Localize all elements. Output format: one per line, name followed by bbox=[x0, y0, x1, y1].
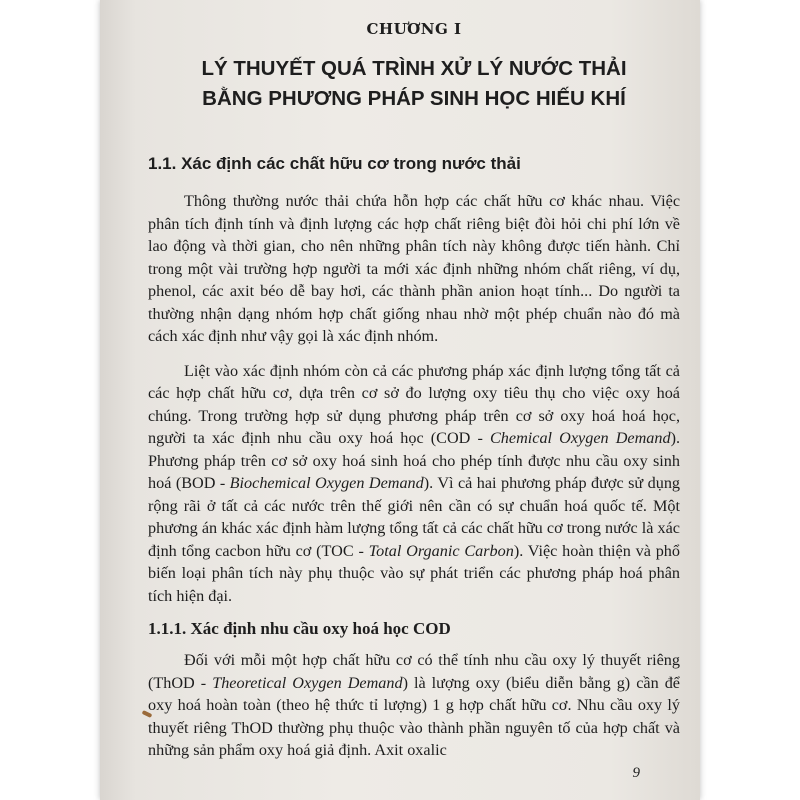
paragraph-3-italic-1: Theoretical Oxygen Demand bbox=[212, 673, 403, 692]
paragraph-2-italic-2: Biochemical Oxygen Demand bbox=[229, 474, 424, 492]
paragraph-3 bbox=[148, 649, 680, 762]
section-heading-1-1: 1.1. Xác định các chất hữu cơ trong nước thải bbox=[148, 154, 521, 173]
section-heading-1-1-1: 1.1.1. Xác định nhu cầu oxy hoá học COD bbox=[148, 619, 451, 638]
page-number: 9 bbox=[632, 765, 640, 781]
paragraph-2-text-2: ). Phương pháp trên cơ sở oxy hoá sinh hoá cho phép tính được nhu cầu oxy sinh hoá (BOD - bbox=[148, 429, 680, 492]
book-page bbox=[100, 0, 700, 800]
paragraph-3-text-1: Đối với mỗi một hợp chất hữu cơ có thể tính nhu cầu oxy lý thuyết riêng (ThOD - bbox=[148, 651, 680, 692]
paragraph-2-text-3: ). Vì cả hai phương pháp được sử dụng rộng rãi ở tất cả các nước trên thế giới nên cần có sự chuẩn hoá quốc tế. Một phương án khác xác định hàm lượng tổng tất cả các chất hữu cơ trong nước là xác định tổng cacbon hữu cơ (TOC - bbox=[148, 474, 681, 560]
chapter-title-line-2: BẰNG PHƯƠNG PHÁP SINH HỌC HIẾU KHÍ bbox=[202, 87, 626, 110]
page-content bbox=[148, 20, 680, 774]
paragraph-2 bbox=[148, 360, 680, 608]
paragraph-3-text-2: ) là lượng oxy (biểu diễn bằng g) cần để oxy hoá hoàn toàn (theo hệ thức tỉ lượng) 1 g hợp chất hữu cơ. Nhu cầu oxy lý thuyết riêng ThOD thường phụ thuộc vào thành phần nguyên tố của hợp chất và những sản phẩm oxy hoá giả định. Axit oxalic bbox=[148, 673, 680, 759]
paragraph-2-italic-3: Total Organic Carbon bbox=[368, 541, 514, 560]
chapter-label: CHƯƠNG I bbox=[366, 20, 462, 38]
chapter-title-line-1: LÝ THUYẾT QUÁ TRÌNH XỬ LÝ NƯỚC THẢI bbox=[201, 57, 627, 80]
paragraph-2-text-4: ). Việc hoàn thiện và phổ biến loại phân tích này phụ thuộc vào sự phát triển các phương pháp hoá phân tích hiện đại. bbox=[148, 541, 680, 605]
paragraph-2-italic-1: Chemical Oxygen Demand bbox=[490, 429, 671, 447]
paragraph-1: Thông thường nước thải chứa hỗn hợp các chất hữu cơ khác nhau. Việc phân tích định tính và định lượng các hợp chất riêng biệt đòi hỏi chi phí lớn về lao động và thời gian, cho nên những phân tích này không được tiến hành. Chỉ trong một vài trường hợp người ta mới xác định những nhóm chất riêng, ví dụ, phenol, các axit béo dễ bay hơi, các thành phần anion hoạt tính... Do người ta thường nhận dạng nhóm hợp chất giống nhau nhờ một phép chuẩn nào đó mà cách xác định như vậy gọi là xác định nhóm. bbox=[148, 192, 680, 345]
paragraph-2-text-1: Liệt vào xác định nhóm còn cả các phương pháp xác định lượng tổng tất cả các hợp chất hữu cơ, dựa trên cơ sở đo lượng oxy tiêu thụ cho việc oxy hoá chúng. Trong trường hợp sử dụng phương pháp trên cơ sở oxy hoá hoá học, người ta xác định nhu cầu oxy hoá học (COD - bbox=[148, 361, 680, 447]
